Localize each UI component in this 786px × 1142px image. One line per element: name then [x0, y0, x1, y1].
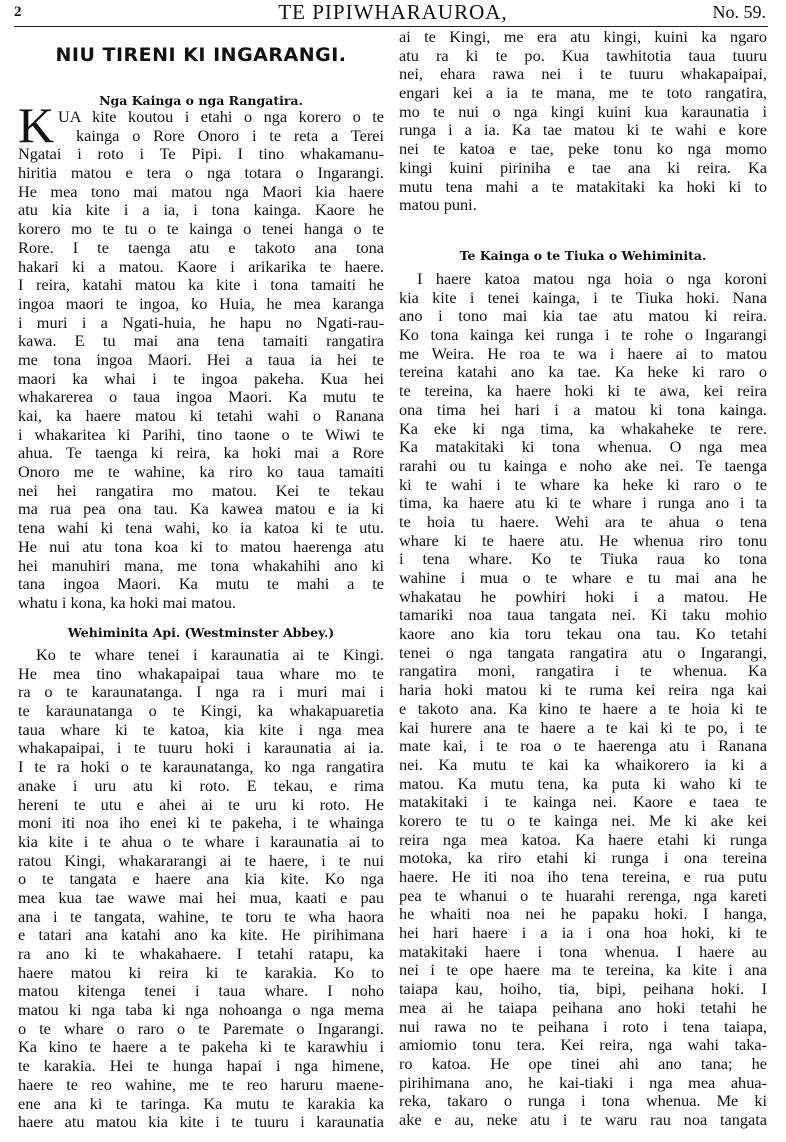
text-line: tana ingoa Maori. Ka mutu te mahi a te	[18, 575, 384, 594]
page-number: 2	[14, 4, 22, 20]
text-line: anake i uru atu ki roto. E tekau, e rima	[18, 776, 384, 795]
text-line: kai, ka haere matou ki tetahi wahi o Ranana	[18, 407, 384, 425]
article-title: NIU TIRENI KI INGARANGI.	[55, 44, 347, 66]
section-heading: Wehiminita Api. (Westminster Abbey.)	[67, 625, 335, 640]
page-header	[0, 0, 786, 28]
text-line: I te ra hoki o te karaunatanga, ko nga rangatira	[18, 758, 384, 777]
text-line: ki te wahi i te whare ka heke ki raro o te	[399, 475, 767, 494]
section-heading: Nga Kainga o nga Rangatira.	[99, 93, 303, 108]
text-line: ene ana ki te taringa. Ka mutu te karakia ka	[18, 1094, 384, 1113]
text-line: hereni te utu e ahei ai te uru ki roto. He	[18, 795, 384, 814]
text-line: rangatira moni, rangatira i te whenua. Ka	[399, 662, 767, 681]
text-line: ro katoa. He ope tinei ahi ano tana; he	[399, 1054, 767, 1073]
text-line: ra o te karaunatanga. I nga ra i muri mai i	[18, 683, 384, 702]
text-line: nei i te ope haere ma te tereina, ka kite i ana	[399, 961, 767, 980]
text-line: haere. He iti noa iho tena tereina, e rua putu	[399, 868, 767, 886]
text-line: kawa. E tu mai ana tena tamaiti rangatira	[18, 332, 384, 351]
text-line: ratou Kingi, whakararangi ai te haere, i te nui	[18, 851, 384, 870]
text-line: kia kite i te ahua o te whare i karaunatia ai to	[18, 832, 384, 851]
text-line: Onoro me te wahine, ka riro ko taua tamaiti	[18, 463, 384, 482]
text-line: ana i te tangata, wahine, te toru te wha haora	[18, 907, 384, 926]
text-line: matakitaki haere i tona whenua. I haere au	[399, 942, 767, 961]
text-line: ona tima hei hari i a matou ki tona kainga.	[399, 400, 767, 419]
text-line: nui rawa no te peihana i roto i tena taiapa,	[399, 1017, 767, 1036]
text-line: kia kite i tenei kainga, i te Tiuka hoki. Nana	[399, 288, 767, 307]
text-line: haria hoki matou ki te ruma kei reira nga kai	[399, 681, 767, 700]
text-line: haere atu matou kia kite i te tuuru i karaunatia	[18, 1113, 384, 1132]
text-line: atu kia kite i a ia, i tona kainga. Kaore he	[18, 201, 384, 220]
text-line: matou puni.	[399, 196, 477, 215]
text-line: tereina katahi ano ka tae. Ka heke ki raro o	[399, 363, 767, 382]
text-line: taiapa kau, hoiho, tia, bipi, peihana hoki. I	[399, 980, 767, 999]
text-line: He mea tino whakapaipai taua whare mo te	[18, 664, 384, 683]
text-line: motoka, ka riro etahi ki runga i ona tereina	[399, 849, 767, 868]
text-line: whatu i kona, ka hoki mai matou.	[18, 593, 236, 612]
text-line: whare ki te haere atu. He whenua riro tonu	[399, 531, 767, 550]
paragraph	[18, 646, 384, 1132]
text-line: Rore. I te taenga atu e takoto ana tona	[18, 238, 384, 257]
text-line: mo te nui o nga kingi kuini kua karaunatia i	[399, 102, 767, 121]
text-line: atu ra ki te po. Kua tawhitotia taua tuuru	[399, 46, 767, 65]
text-line: runga i a ia. Ka tae matou ki te wahi e kore	[399, 121, 767, 140]
text-line: taua whare ki te katoa, kia kite i nga mea	[18, 720, 384, 739]
text-line: whakapaipai, i te tuuru hoki i karaunatia ai ia.	[18, 739, 384, 758]
text-line: haere matou ki reira ki te karakia. Ko to	[18, 963, 384, 982]
text-line: kaore ano kia toru tekau ona tau. Ko tetahi	[399, 625, 767, 644]
text-line: Ngatai i roto i Te Pipi. I tino whakamanu-	[18, 145, 384, 164]
text-line: kingi kuini piriniha e tae ana ki reira. Ka	[399, 158, 767, 177]
text-line: Ka matakitaki ki tona whenua. O nga mea	[399, 438, 767, 457]
text-line: te hoia tu haere. Wehi ara te ahua o tena	[399, 512, 767, 531]
text-line: i muri i a Ngati-huia, he hapu no Ngati-rau-	[18, 313, 384, 332]
text-line: matou. Ka mutu tena, ka puta ki waho ki te	[399, 774, 767, 793]
text-line: kai hurere ana te haere a te kai ki te po, i te	[399, 718, 767, 737]
issue-number: No. 59.	[712, 2, 766, 22]
text-line: ahua. Te taenga ki reira, ka hoki mai a Rore	[18, 444, 384, 463]
text-line: whakatau he powhiri hoki i a matou. He	[399, 587, 767, 606]
text-line: ingoa maori te ingoa, ko Huia, he mea karanga	[18, 294, 384, 313]
publication-title: TE PIPIWHARAUROA,	[278, 0, 508, 24]
text-line: hei manuhiri mana, me tona whakahihi ano ki	[18, 556, 384, 575]
text-line: e takoto ana. Ka kino te haere a te hoia ki te	[399, 699, 767, 718]
paragraph	[399, 270, 767, 1130]
text-line: reka, takaro o runga i tona whenua. Me ki	[399, 1092, 767, 1111]
text-line: mate kai, i te roa o te haerenga atu i Ranana	[399, 737, 767, 756]
text-line: He nui atu tona koa ki to matou haerenga atu	[18, 537, 384, 556]
text-line: mea kua tae wawe mai hei mua, kaati e pau	[18, 888, 384, 907]
text-line: reira nga mea katoa. Ka haere etahi ki runga	[399, 830, 767, 849]
text-line: korero te tu o te kainga nei. Me ki ake kei	[399, 811, 767, 830]
text-line: o te tangata e haere ana kia kite. Ko nga	[18, 870, 384, 889]
text-line: kainga o Rore Onoro i te reta a Terei	[76, 126, 384, 145]
text-line: e tatari ana katahi ano ka kite. He pirihimana	[18, 926, 384, 945]
text-line: hiritia matou e tera o nga totara o Ingarangi.	[18, 164, 384, 183]
text-line: amiomio tonu tera. Kei reira, nga wahi taka-	[399, 1036, 767, 1055]
text-line: matakitaki i te kainga nei. Kaore e taea te	[399, 793, 767, 812]
drop-cap: K	[18, 97, 55, 153]
text-line: maori ka whai i te ingoa pakeha. Kua hei	[18, 369, 384, 388]
text-line: me Weira. He roa te wa i haere ai to matou	[399, 344, 767, 363]
text-line: moni iti noa iho enei ki te pakeha, i te whainga	[18, 814, 384, 833]
text-line: ma rua pea ona tau. Ka kawea matou e ia ki	[18, 500, 384, 519]
text-line: Ka kino te haere a te pakeha ki te karawhiu i	[18, 1038, 384, 1057]
paragraph	[18, 108, 384, 613]
text-line: mea ai he taiapa peihana ano hoki tetahi he	[399, 998, 767, 1017]
text-line: pirihimana ano, he kai-tiaki i nga mea ahua-	[399, 1073, 767, 1092]
text-line: o te whare o raro o te Paremate o Ingarangi.	[18, 1019, 384, 1038]
header-rule	[14, 26, 768, 27]
text-line: engari kei a ia te mana, me te toto rangatira,	[399, 84, 767, 103]
text-line: UA kite koutou i etahi o nga korero o te	[58, 108, 384, 126]
text-line: matou kitenga tenei i taua whare. I noho	[18, 982, 384, 1001]
text-line: te karaunatanga o te Kingi, ka whakapuaretia	[18, 702, 384, 721]
text-line: nei te katoa e tae, peke tonu ko nga momo	[399, 140, 767, 159]
text-line: he whaiti noa nei he papaku hoki. I hanga,	[399, 905, 767, 924]
text-line: tima, ka haere atu ki te whare i runga ano i ta	[399, 494, 767, 513]
text-line: hakari ki a matou. Kaore i arikarika te haere.	[18, 257, 384, 276]
text-line: i tena whare. Ko te Tiuka raua ko tona	[399, 550, 767, 569]
text-line: tenei o nga tangata rangatira atu o Ingarangi,	[399, 643, 767, 662]
text-line: rarahi ou tu kainga e noho ake nei. Te taenga	[399, 456, 767, 475]
text-line: ai te Kingi, me era atu kingi, kuini ka ngaro	[399, 28, 767, 46]
text-line: haere te reo wahine, me te reo haruru maene-	[18, 1075, 384, 1094]
text-line: ano i tono mai kia tae atu matou ki reira.	[399, 307, 767, 326]
text-line: whakarerea o taua ingoa Maori. Ka mutu te	[18, 388, 384, 407]
text-line: te tereina, ka haere hoki ki te awa, kei reira	[399, 382, 767, 401]
text-line: mutu tena mahi a te matakitaki ka hoki ki to	[399, 177, 767, 196]
text-line: Ka eke ki nga tima, ka whakaheke te rere.	[399, 419, 767, 438]
text-line: wahine i mua o te whare e tu mai ana he	[399, 569, 767, 587]
text-line: Ko te whare tenei i karaunatia ai te Kingi.	[36, 646, 384, 664]
text-line: ake e au, neke atu i te waru rau noa tangata	[399, 1110, 767, 1129]
text-line: tena wahi ki tena wahi, ko ia katoa ki te utu.	[18, 519, 384, 538]
text-line: matou ki nga taba ki nga nohoanga o nga mema	[18, 1001, 384, 1020]
text-line: korero mo te tu o te kainga o tenei hanga o te	[18, 220, 384, 239]
text-line: nei hei rangatira mo matou. Kei te tekau	[18, 481, 384, 500]
text-line: nei. Ka mutu te kai ka whaikorero ia ki a	[399, 755, 767, 774]
text-line: He mea tono mai matou nga Maori kia haere	[18, 182, 384, 201]
text-line: tamariki noa taua tangata nei. Ki taku mohio	[399, 606, 767, 625]
text-line: I reira, katahi matou ka kite i tona tamaiti he	[18, 276, 384, 295]
section-heading: Te Kainga o te Tiuka o Wehiminita.	[459, 248, 707, 263]
text-line: Ko tona kainga kei runga i te rohe o Ingarangi	[399, 326, 767, 345]
text-line: pea te whanui o te huarahi rerenga, nga kareti	[399, 886, 767, 905]
text-line: nei, ehara rawa nei i te tuuru whakapaipai,	[399, 65, 767, 84]
text-line: I haere katoa matou nga hoia o nga koroni	[417, 270, 767, 288]
text-line: me tona ingoa Maori. Hei a taua ia hei te	[18, 350, 384, 369]
paragraph-continued	[399, 28, 767, 215]
text-line: ra ano ki te whakahaere. I tetahi ratapu, ka	[18, 945, 384, 963]
text-line: te karakia. Hei te hunga hapai i nga himene,	[18, 1057, 384, 1076]
text-line: hei hari haere i a ia i ona hoa hoki, ki te	[399, 924, 767, 943]
text-line: i whakaritea ki Parihi, tino taone o te Wiwi te	[18, 425, 384, 444]
